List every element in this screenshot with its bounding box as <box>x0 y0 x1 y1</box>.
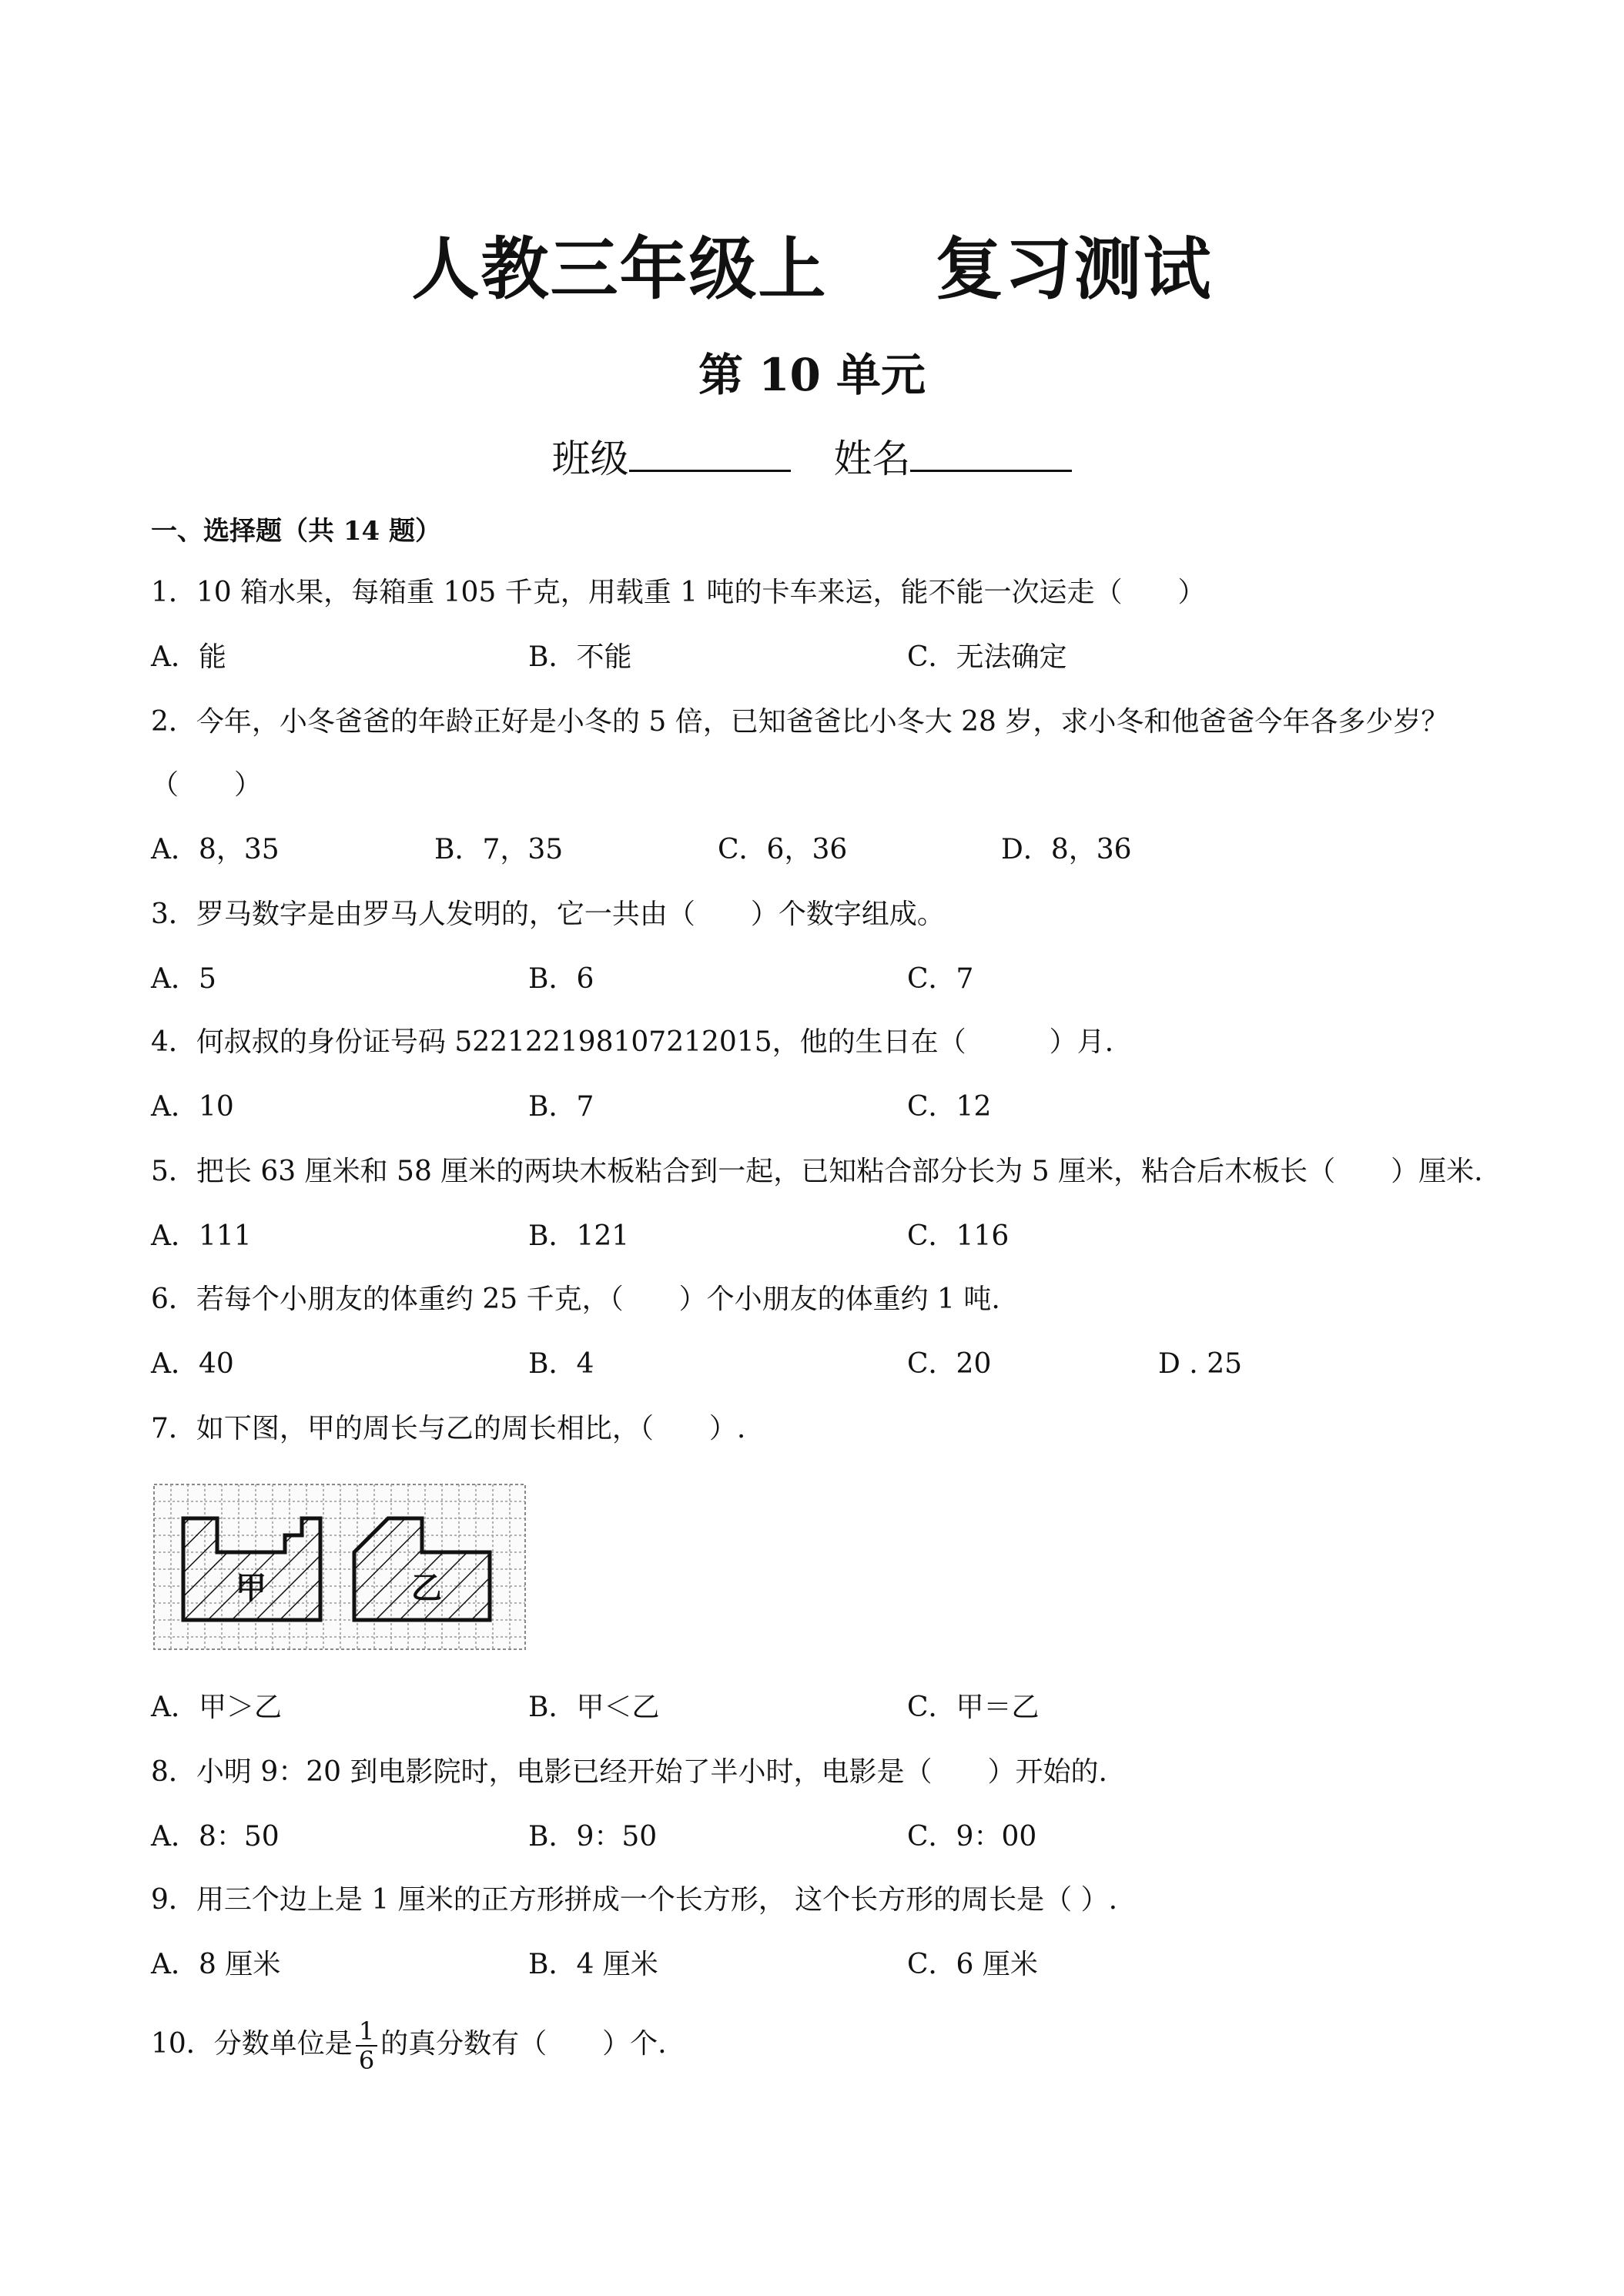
class-label: 班级 <box>551 437 629 481</box>
q8-option-a[interactable]: A．8：50 <box>151 1821 280 1853</box>
fraction-denominator: 6 <box>358 2046 375 2075</box>
question-2-cont: （ ） <box>151 769 263 801</box>
question-7: 7．如下图，甲的周长与乙的周长相比，（ ）. <box>151 1413 746 1444</box>
q9-option-a[interactable]: A．8 厘米 <box>151 1949 281 1980</box>
q3-option-c[interactable]: C．7 <box>907 963 974 995</box>
q7-option-b[interactable]: B．甲＜乙 <box>528 1692 660 1723</box>
question-6: 6．若每个小朋友的体重约 25 千克，（ ）个小朋友的体重约 1 吨. <box>151 1284 1000 1315</box>
fraction-one-sixth <box>356 2017 377 2074</box>
q5-option-c[interactable]: C．116 <box>907 1220 1010 1252</box>
q7-option-c[interactable]: C．甲＝乙 <box>907 1692 1040 1723</box>
q10-text-after: 的真分数有（ ）个. <box>380 2028 667 2060</box>
q2-option-b[interactable]: B．7，35 <box>434 834 564 865</box>
q1-option-a[interactable]: A．能 <box>151 641 226 673</box>
q4-option-c[interactable]: C．12 <box>907 1091 992 1123</box>
q6-option-a[interactable]: A．40 <box>151 1348 234 1380</box>
question-5: 5．把长 63 厘米和 58 厘米的两块木板粘合到一起，已知粘合部分长为 5 厘米，粘合后木板长（ ）厘米. <box>151 1156 1483 1187</box>
question-1: 1．10 箱水果，每箱重 105 千克，用载重 1 吨的卡车来运，能不能一次运走（ ） <box>151 577 1206 608</box>
question-8: 8．小明 9：20 到电影院时，电影已经开始了半小时，电影是（ ）开始的. <box>151 1756 1107 1788</box>
section-heading: 一、选择题（共 14 题） <box>151 516 441 547</box>
page-title: 人教三年级上 复习测试 <box>411 229 1213 309</box>
q2-option-c[interactable]: C．6，36 <box>718 834 848 865</box>
q9-option-c[interactable]: C．6 厘米 <box>907 1949 1038 1980</box>
class-blank[interactable] <box>629 436 791 472</box>
label-yi: 乙 <box>411 1571 442 1606</box>
q8-option-c[interactable]: C．9：00 <box>907 1821 1037 1853</box>
question-2: 2．今年，小冬爸爸的年龄正好是小冬的 5 倍，已知爸爸比小冬大 28 岁，求小冬和他爸爸今年各多少岁？ <box>151 706 1449 738</box>
question-10 <box>151 2017 667 2074</box>
class-name-line <box>0 428 1624 484</box>
q4-option-b[interactable]: B．7 <box>528 1091 594 1123</box>
q4-option-a[interactable]: A．10 <box>151 1091 234 1123</box>
name-blank[interactable] <box>910 436 1072 472</box>
question-9: 9．用三个边上是 1 厘米的正方形拼成一个长方形， 这个长方形的周长是（ ）. <box>151 1884 1118 1916</box>
label-jia: 甲 <box>236 1571 266 1606</box>
q2-option-d[interactable]: D．8，36 <box>1001 834 1132 865</box>
q6-option-d[interactable]: D . 25 <box>1158 1348 1243 1380</box>
q3-option-b[interactable]: B．6 <box>528 963 594 995</box>
question-3: 3．罗马数字是由罗马人发明的，它一共由（ ）个数字组成。 <box>151 899 945 930</box>
q5-option-a[interactable]: A．111 <box>151 1220 252 1252</box>
q7-option-a[interactable]: A．甲＞乙 <box>151 1692 282 1723</box>
q2-option-a[interactable]: A．8，35 <box>151 834 280 865</box>
q1-option-b[interactable]: B．不能 <box>528 641 632 673</box>
fraction-numerator: 1 <box>356 2017 377 2047</box>
q9-option-b[interactable]: B．4 厘米 <box>528 1949 658 1980</box>
q3-option-a[interactable]: A．5 <box>151 963 216 995</box>
q5-option-b[interactable]: B．121 <box>528 1220 630 1252</box>
question-4: 4．何叔叔的身份证号码 522122198107212015，他的生日在（ ）月. <box>151 1026 1114 1058</box>
perimeter-figure <box>152 1483 527 1651</box>
unit-subtitle: 第 10 单元 <box>698 349 926 401</box>
q6-option-b[interactable]: B．4 <box>528 1348 594 1380</box>
q10-text-before: 10．分数单位是 <box>151 2028 353 2060</box>
q1-option-c[interactable]: C．无法确定 <box>907 641 1067 673</box>
q8-option-b[interactable]: B．9：50 <box>528 1821 658 1853</box>
name-label: 姓名 <box>833 437 911 481</box>
q6-option-c[interactable]: C．20 <box>907 1348 992 1380</box>
